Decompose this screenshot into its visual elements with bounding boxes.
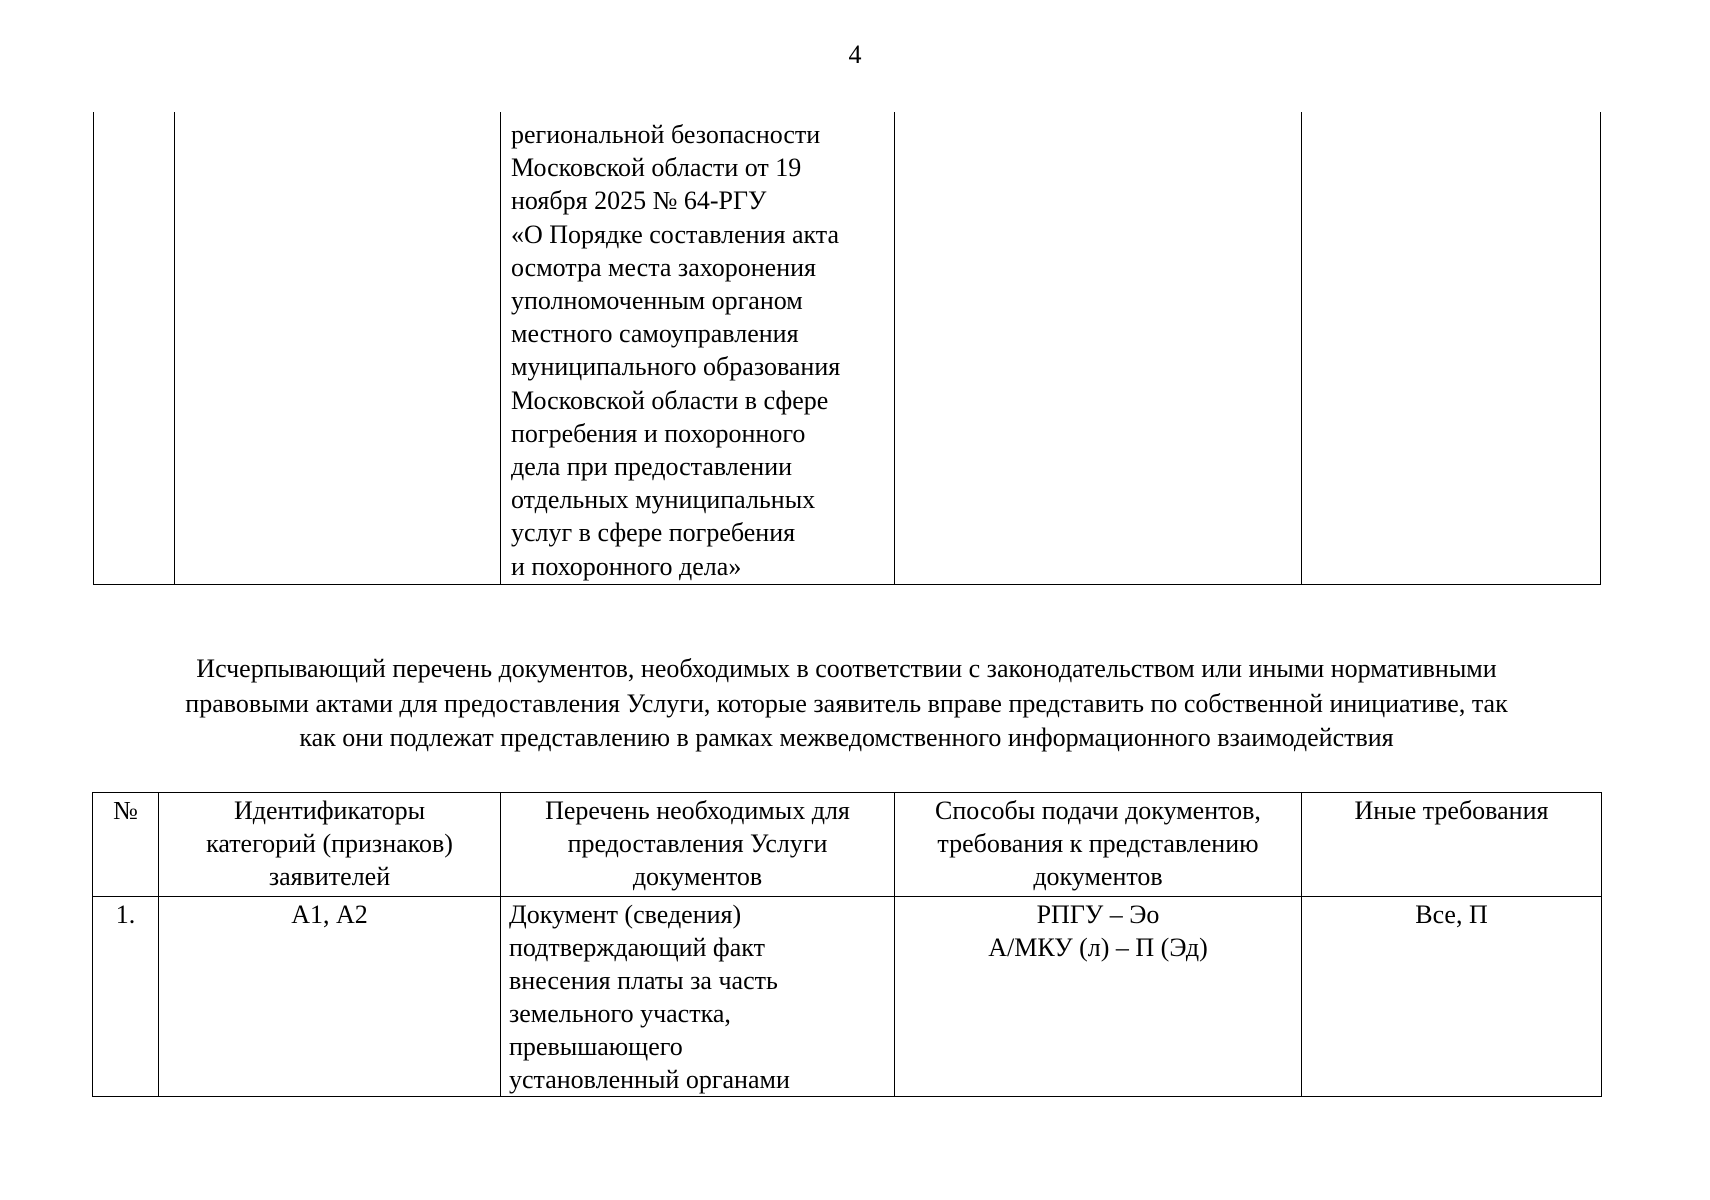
applicant-id-cell [175,112,501,585]
legal-text-line: муниципального образования [511,352,841,382]
header-applicant-ids [159,793,501,897]
document-line: внесения платы за часть [509,966,778,995]
continued-table [93,112,1601,585]
header-line: Идентификаторы [233,796,426,825]
row-documents [501,897,895,1097]
document-line: Документ (сведения) [509,900,742,929]
other-requirements-cell [1302,112,1601,585]
legal-text-line: услуг в сфере погребения [511,518,796,548]
header-number: № [93,793,159,897]
row-submission [895,897,1302,1097]
legal-text-line: региональной безопасности [511,120,821,149]
header-line: категорий (признаков) [206,829,453,858]
section-heading-line: Исчерпывающий перечень документов, необходимых в соответствии с законодательством или иными нормативными [196,654,1497,683]
table-header-row [93,793,1602,897]
legal-text-line: Московской области от 19 [511,153,802,183]
header-line: предоставления Услуги [567,829,828,858]
legal-basis-cell [501,112,895,585]
table-row [93,897,1602,1097]
header-other-requirements: Иные требования [1302,793,1602,897]
header-line: Способы подачи документов, [935,796,1261,825]
legal-text-line: Московской области в сфере [511,385,829,415]
submission-cell [895,112,1302,585]
number-cell [94,112,175,585]
header-line: требования к представлению [937,829,1259,858]
row-number: 1. [93,897,159,1097]
section-heading [93,652,1600,756]
legal-text-line: уполномоченным органом [511,286,803,316]
header-line: документов [632,862,763,891]
row-applicant-ids: А1, А2 [159,897,501,1097]
row-other-requirements: Все, П [1302,897,1602,1097]
page-number: 4 [848,40,862,69]
section-heading-line: как они подлежат представлению в рамках межведомственного информационного взаимодействия [299,723,1394,752]
legal-text-line: осмотра места захоронения [511,252,816,282]
document-line: установленный органами [509,1065,790,1094]
table-row [94,112,1601,585]
document-line: подтверждающий факт [509,933,765,962]
header-line: заявителей [268,862,391,891]
document-line: превышающего [509,1032,683,1061]
header-documents [501,793,895,897]
submission-line: А/МКУ (л) – П (Эд) [988,933,1208,962]
legal-text-line: ноября 2025 № 64-РГУ [511,186,767,216]
header-line: документов [1033,862,1163,891]
document-line: земельного участка, [509,999,731,1028]
legal-text-line: «О Порядке составления акта [511,219,839,249]
header-submission [895,793,1302,897]
submission-line: РПГУ – Эо [1036,900,1160,929]
legal-text-line: дела при предоставлении [511,452,793,482]
section-heading-line: правовыми актами для предоставления Услуги, которые заявитель вправе представить по собственной инициативе, так [185,688,1508,718]
legal-text-line: погребения и похоронного [511,418,806,448]
legal-text-line: местного самоуправления [511,319,799,349]
header-line: Перечень необходимых для [545,796,850,825]
legal-text-line: отдельных муниципальных [511,485,816,515]
documents-table [92,792,1602,1097]
legal-text-line: и похоронного дела» [511,551,742,581]
